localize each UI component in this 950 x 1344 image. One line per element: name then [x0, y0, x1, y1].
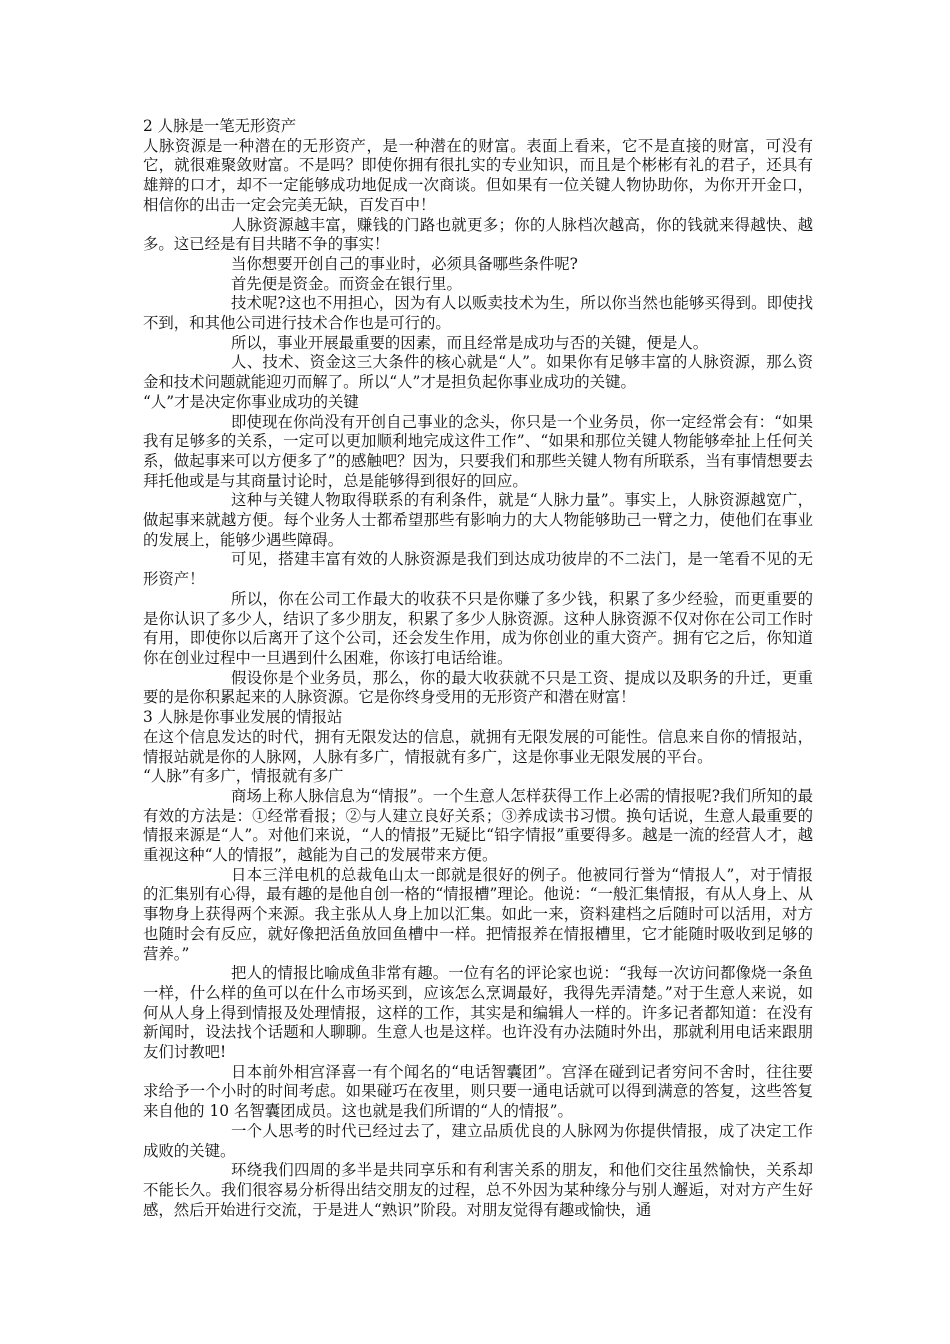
- section-3-title: 3 人脉是你事业发展的情报站: [143, 708, 343, 727]
- section-3-subtitle: “人脉”有多广，情报就有多广: [143, 767, 344, 786]
- section-3-paragraph-3: 日本三洋电机的总裁龟山太一郎就是很好的例子。他被同行誉为“情报人”，对于情报的汇集别有心得，最有趣的是他自创一格的“情报槽”理论。他说：“一般汇集情报，有从人身上、从事物身上获得两个来源。我主张从人身上加以汇集。如此一来，资料建档之后随时可以活用，对方也随时会有反应，就好像把活鱼放回鱼槽中一样。把情报养在情报槽里，它才能随时吸收到足够的营养。”: [143, 865, 814, 963]
- section-2-title: 2 人脉是一笔无形资产: [143, 117, 297, 135]
- section-3-paragraph-1: 在这个信息发达的时代，拥有无限发达的信息，就拥有无限发展的可能性。信息来自你的情报站，情报站就是你的人脉网，人脉有多广，情报就有多广，这是你事业无限发展的平台。: [143, 727, 813, 766]
- section-3-paragraph-7: 环绕我们四周的多半是共同享乐和有利害关系的朋友，和他们交往虽然愉快，关系却不能长久。我们很容易分析得出结交朋友的过程，总不外因为某种缘分与别人邂逅，对对方产生好感，然后开始进行交流，于是进人“熟识”阶段。对朋友觉得有趣或愉快，通: [143, 1161, 813, 1219]
- section-3-paragraph-2: 商场上称人脉信息为“情报”。一个生意人怎样获得工作上必需的情报呢?我们所知的最有效的方法是：①经常看报；②与人建立良好关系；③养成读书习惯。换句话说，生意人最重要的情报来源是“人”。对他们来说，“人的情报”无疑比“铅字情报”重要得多。越是一流的经营人才，越重视这种“人的情报”，越能为自己的发展带来方便。: [143, 786, 813, 865]
- section-2-paragraph-8: 即使现在你尚没有开创自己事业的念头，你只是一个业务员，你一定经常会有：“如果我有足够多的关系，一定可以更加顺利地完成这件工作”、“如果和那位关键人物能够牵扯上任何关系，做起事来可以方便多了”的感触吧？因为，只要我们和那些关键人物有所联系，当有事情想要去拜托他或是与其商量讨论时，总是能够得到很好的回应。: [143, 412, 813, 490]
- section-3-paragraph-4: 把人的情报比喻成鱼非常有趣。一位有名的评论家也说：“我每一次访问都像烧一条鱼一样，什么样的鱼可以在什么市场买到，应该怎么烹调最好，我得先弄清楚。”对于生意人来说，如何从人身上得到情报及处理情报，这样的工作，其实是和编辑人一样的。许多记者都知道：在没有新闻时，设法找个话题和人聊聊。生意人也是这样。也许没有办法随时外出，那就利用电话来跟朋友们讨教吧!: [143, 964, 813, 1062]
- section-2-paragraph-4: 首先便是资金。而资金在银行里。: [231, 274, 462, 293]
- section-2-paragraph-3: 当你想要开创自己的事业时，必须具备哪些条件呢?: [231, 254, 578, 273]
- section-3-paragraph-5: 日本前外相宫泽喜一有个闻名的“电话智囊团”。宫泽在碰到记者穷问不舍时，往往要求给予一个小时的时间考虑。如果碰巧在夜里，则只要一通电话就可以得到满意的答复，这些答复来自他的 10 名智囊团成员。这也就是我们所谓的“人的情报”。: [143, 1062, 813, 1121]
- section-2-paragraph-7: 人、技术、资金这三大条件的核心就是“人”。如果你有足够丰富的人脉资源，那么资金和技术问题就能迎刃而解了。所以“人”才是担负起你事业成功的关键。: [143, 353, 813, 392]
- section-2-subtitle: “人”才是决定你事业成功的关键: [143, 392, 359, 411]
- section-2-paragraph-9: 这种与关键人物取得联系的有利条件，就是“人脉力量”。事实上，人脉资源越宽广，做起事来就越方便。每个业务人士都希望那些有影响力的大人物能够助己一臂之力，使他们在事业的发展上，能够少遇些障碍。: [143, 491, 813, 549]
- section-3-paragraph-6: 一个人思考的时代已经过去了，建立品质优良的人脉网为你提供情报，成了决定工作成败的关键。: [143, 1121, 813, 1160]
- section-2-paragraph-2: 人脉资源越丰富，赚钱的门路也就更多；你的人脉档次越高，你的钱就来得越快、越多。这已经是有目共睹不争的事实！: [143, 215, 813, 254]
- section-2-paragraph-6: 所以，事业开展最重要的因素，而且经常是成功与否的关键，便是人。: [231, 333, 709, 352]
- section-2-paragraph-10: 可见，搭建丰富有效的人脉资源是我们到达成功彼岸的不二法门，是一笔看不见的无形资产！: [143, 550, 813, 589]
- document-page: [143, 117, 813, 1220]
- section-2-paragraph-11: 所以，你在公司工作最大的收获不只是你赚了多少钱，积累了多少经验，而更重要的是你认识了多少人，结识了多少朋友，积累了多少人脉资源。这种人脉资源不仅对你在公司工作时有用，即使你以后离开了这个公司，还会发生作用，成为你创业的重大资产。拥有它之后，你知道你在创业过程中一旦遇到什么困难，你该打电话给谁。: [143, 589, 813, 667]
- section-2-paragraph-1: 人脉资源是一种潜在的无形资产，是一种潜在的财富。表面上看来，它不是直接的财富，可没有它，就很难聚敛财富。不是吗？即使你拥有很扎实的专业知识，而且是个彬彬有礼的君子，还具有雄辩的口才，却不一定能够成功地促成一次商谈。但如果有一位关键人物协助你，为你开开金口，相信你的出击一定会完美无缺，百发百中！: [143, 136, 813, 214]
- section-2-paragraph-5: 技术呢?这也不用担心，因为有人以贩卖技术为生，所以你当然也能够买得到。即使找不到，和其他公司进行技术合作也是可行的。: [143, 294, 813, 333]
- section-2-paragraph-12: 假设你是个业务员，那么，你的最大收获就不只是工资、提成以及职务的升迁，更重要的是你积累起来的人脉资源。它是你终身受用的无形资产和潜在财富！: [143, 668, 813, 707]
